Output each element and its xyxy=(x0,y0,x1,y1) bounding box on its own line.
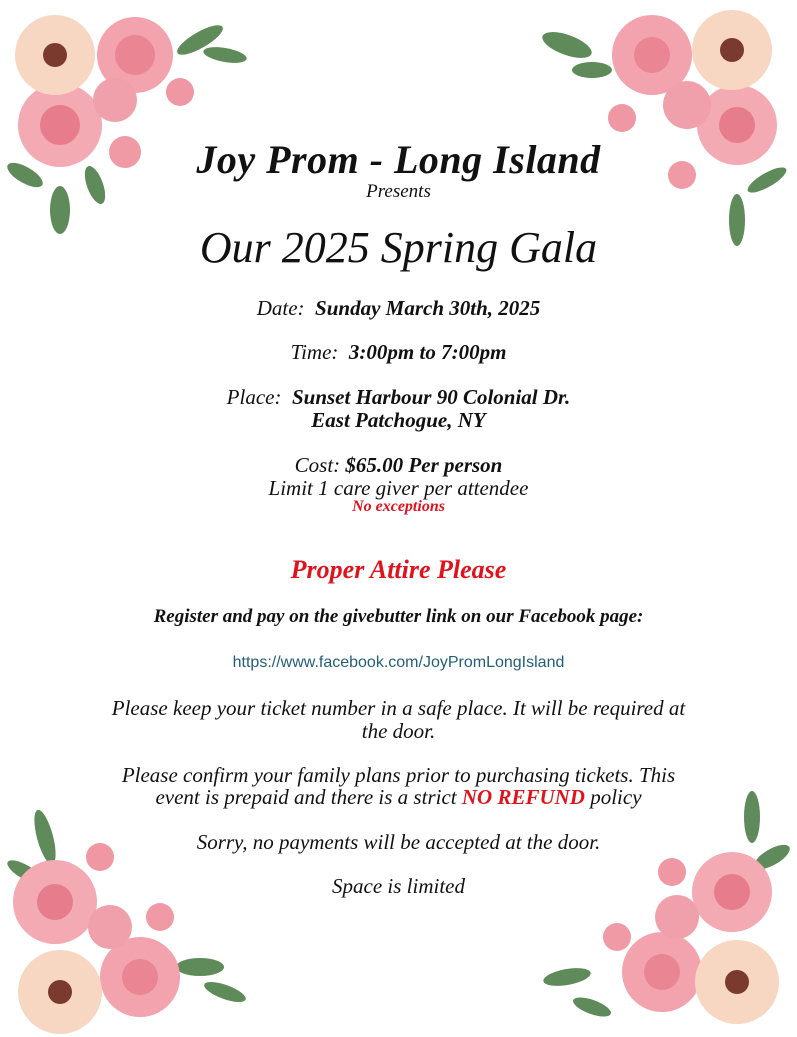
place-value: Sunset Harbour 90 Colonial Dr. xyxy=(291,385,571,409)
time-value: 3:00pm to 7:00pm xyxy=(348,340,507,364)
org-title: Joy Prom - Long Island xyxy=(196,137,601,182)
floral-corner-bottom-left xyxy=(0,777,260,1037)
place-line-2: East Patchogue, NY xyxy=(311,408,486,432)
presents-text: Presents xyxy=(366,181,431,202)
ticket-note-1: Please keep your ticket number in a safe place. It will be required at xyxy=(111,696,686,720)
confirm-note-2: event is prepaid and there is a strict NO REFUND policy xyxy=(155,785,642,809)
cost-value: $65.00 Per person xyxy=(345,453,503,477)
attire-heading: Proper Attire Please xyxy=(290,555,507,584)
place-line: Place: Sunset Harbour 90 Colonial Dr. xyxy=(226,385,571,409)
cost-line: Cost: $65.00 Per person xyxy=(294,453,503,477)
floral-corner-top-left xyxy=(0,0,270,240)
no-payments-note: Sorry, no payments will be accepted at the door. xyxy=(196,830,601,854)
ticket-note-2: the door. xyxy=(361,719,436,743)
register-text: Register and pay on the givebutter link on our Facebook page: xyxy=(153,606,644,627)
no-exceptions: No exceptions xyxy=(352,498,445,515)
facebook-link[interactable]: https://www.facebook.com/JoyPromLongIsland xyxy=(232,654,565,671)
no-refund: NO REFUND xyxy=(461,785,585,809)
confirm-note-1: Please confirm your family plans prior to purchasing tickets. This xyxy=(121,763,676,787)
floral-corner-top-right xyxy=(537,0,797,260)
date-line: Date: Sunday March 30th, 2025 xyxy=(256,296,541,320)
space-note: Space is limited xyxy=(332,874,465,898)
time-line: Time: 3:00pm to 7:00pm xyxy=(290,340,507,364)
floral-corner-bottom-right xyxy=(537,787,797,1037)
limit-line: Limit 1 care giver per attendee xyxy=(268,476,529,500)
event-name: Our 2025 Spring Gala xyxy=(199,223,598,272)
date-value: Sunday March 30th, 2025 xyxy=(315,296,541,320)
